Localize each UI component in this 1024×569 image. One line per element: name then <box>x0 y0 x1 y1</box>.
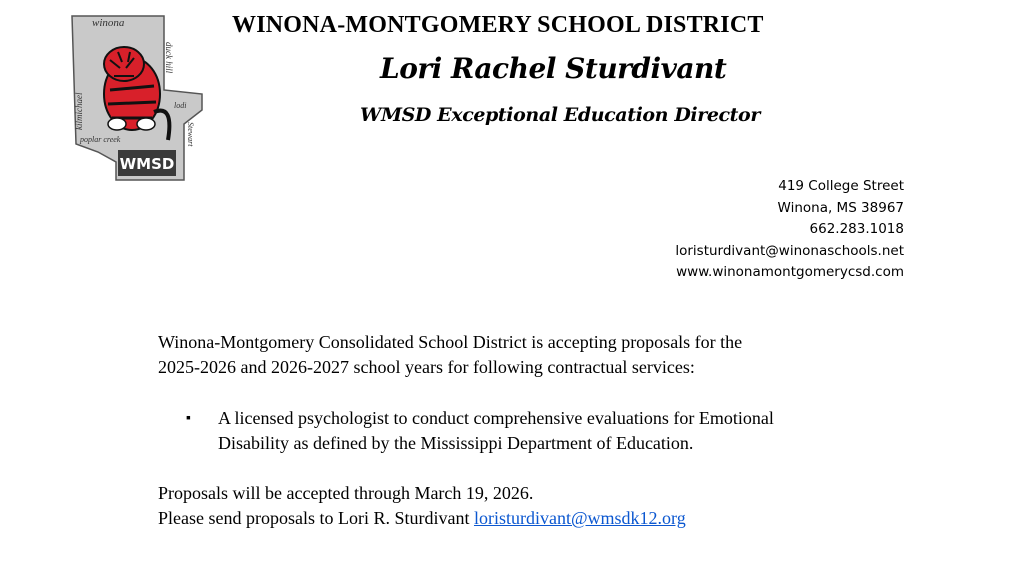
bullet-line-1: A licensed psychologist to conduct comprehensive evaluations for Emotional <box>218 408 774 428</box>
contact-street: 419 College Street <box>778 178 904 194</box>
district-logo <box>62 12 207 184</box>
contact-website[interactable]: www.winonamontgomerycsd.com <box>676 264 904 280</box>
intro-line-2: 2025-2026 and 2026-2027 school years for following contractual services: <box>158 357 695 377</box>
closing-block <box>158 481 878 531</box>
map-label-kilmichael: kilmichael <box>74 92 84 130</box>
person-title: WMSD Exceptional Education Director <box>360 104 760 126</box>
deadline-text: Proposals will be accepted through March 19, 2026. <box>158 483 534 503</box>
contact-phone: 662.283.1018 <box>809 221 904 237</box>
map-label-poplar-creek: poplar creek <box>80 135 121 144</box>
bullet-marker: ▪ <box>186 411 191 426</box>
intro-line-1: Winona-Montgomery Consolidated School District is accepting proposals for the <box>158 332 743 352</box>
wmsd-badge-text: WMSD <box>119 155 175 173</box>
map-label-stewart: Stewart <box>186 122 195 147</box>
announcement-body <box>158 330 878 531</box>
send-prefix: Please send proposals to Lori R. Sturdivant <box>158 508 474 528</box>
contact-city: Winona, MS 38967 <box>777 199 904 216</box>
bullet-line-2: Disability as defined by the Mississippi Department of Education. <box>218 433 694 453</box>
send-proposals-line <box>158 506 878 531</box>
contact-email[interactable]: loristurdivant@winonaschools.net <box>675 242 904 259</box>
district-name: WINONA-MONTGOMERY SCHOOL DISTRICT <box>232 12 764 38</box>
contact-block <box>675 176 904 284</box>
map-label-duck-hill: duck hill <box>164 42 174 74</box>
map-label-lodi: lodi <box>174 101 187 110</box>
map-label-winona: winona <box>92 17 125 29</box>
service-bullet <box>158 406 878 456</box>
person-name: Lori Rachel Sturdivant <box>380 52 727 85</box>
county-map-tiger-logo <box>62 12 207 184</box>
proposal-email-link[interactable]: loristurdivant@wmsdk12.org <box>473 508 686 528</box>
